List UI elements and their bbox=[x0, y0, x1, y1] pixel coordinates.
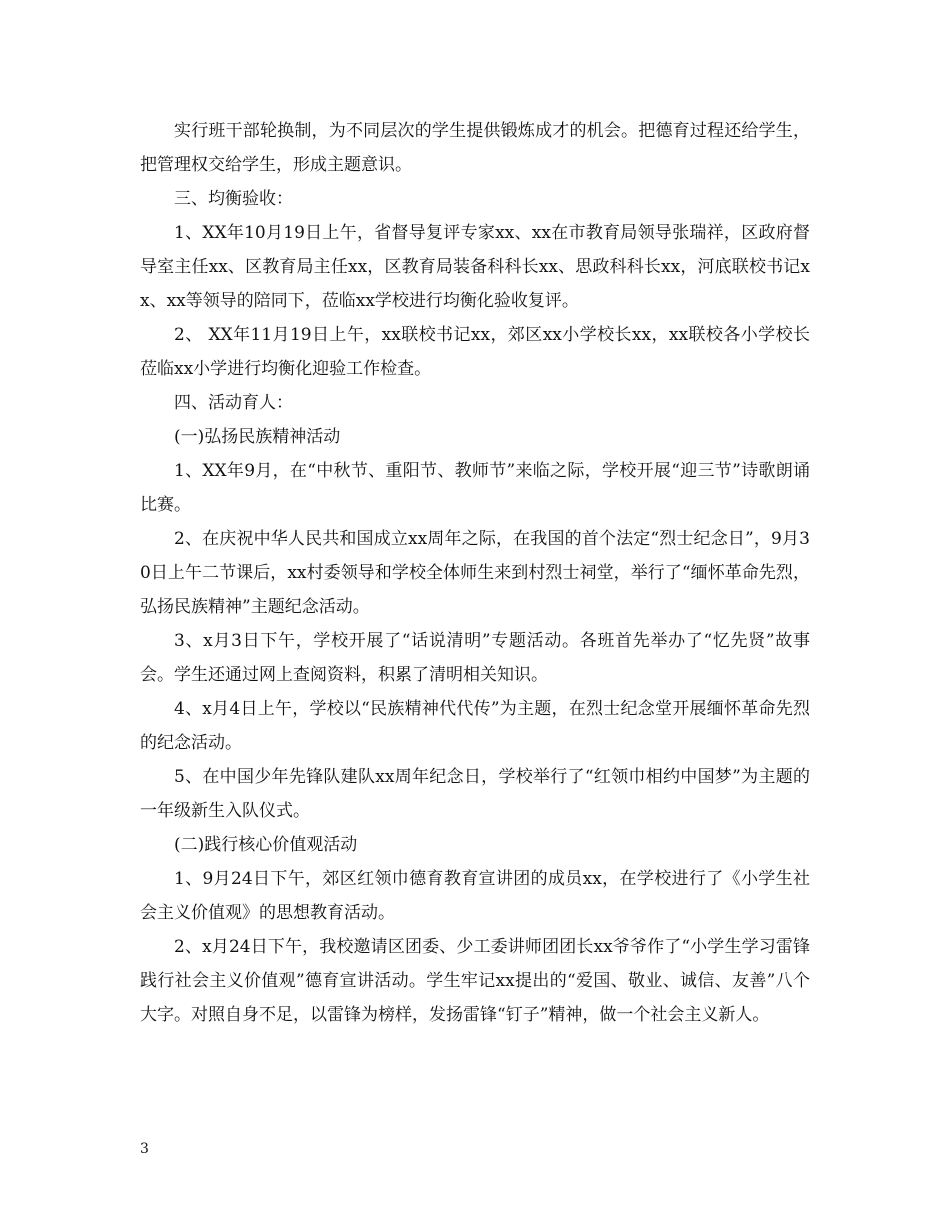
paragraph-values-education: 1、9月24日下午，郊区红领巾德育教育宣讲团的成员xx，在学校进行了《小学生社会主义价值观》的思想教育活动。 bbox=[140, 869, 810, 923]
paragraph-qingming-activity: 3、x月3日下午，学校开展了“话说清明”专题活动。各班首先举办了“忆先贤”故事会。学生还通过网上查阅资料，积累了清明相关知识。 bbox=[140, 631, 810, 685]
subheading-core-values: (二)践行核心价值观活动 bbox=[174, 835, 358, 855]
paragraph-memorial-activity: 4、x月4日上午，学校以“民族精神代代传”为主题，在烈士纪念堂开展缅怀革命先烈的纪念活动。 bbox=[140, 699, 810, 753]
paragraph-class-cadre-rotation: 实行班干部轮换制，为不同层次的学生提供锻炼成才的机会。把德育过程还给学生，把管理权交给学生，形成主题意识。 bbox=[140, 121, 810, 175]
paragraph-acceptance-inspection: 2、 XX年11月19日上午，xx联校书记xx，郊区xx小学校长xx，xx联校各小学校长莅临xx小学进行均衡化迎验工作检查。 bbox=[140, 325, 810, 379]
paragraph-young-pioneers: 5、在中国少年先锋队建队xx周年纪念日，学校举行了“红领巾相约中国梦”为主题的一年级新生入队仪式。 bbox=[140, 767, 810, 821]
paragraph-poetry-contest: 1、XX年9月，在“中秋节、重阳节、教师节”来临之际，学校开展“迎三节”诗歌朗诵比赛。 bbox=[140, 461, 810, 515]
paragraph-lei-feng-lecture: 2、x月24日下午，我校邀请区团委、少工委讲师团团长xx爷爷作了“小学生学习雷锋践行社会主义价值观”德育宣讲活动。学生牢记xx提出的“爱国、敬业、诚信、友善”八个大字。对照自身不足，以雷锋为榜样，发扬雷锋“钉子”精神，做一个社会主义新人。 bbox=[140, 937, 810, 1025]
paragraph-martyrs-day: 2、在庆祝中华人民共和国成立xx周年之际，在我国的首个法定“烈士纪念日”，9月30日上午二节课后，xx村委领导和学校全体师生来到村烈士祠堂，举行了“缅怀革命先烈，弘扬民族精神”主题纪念活动。 bbox=[140, 529, 810, 617]
page-number: 3 bbox=[140, 1141, 149, 1157]
document-body bbox=[140, 114, 810, 1032]
subheading-national-spirit: (一)弘扬民族精神活动 bbox=[174, 427, 341, 447]
heading-balanced-acceptance: 三、均衡验收： bbox=[174, 189, 293, 209]
paragraph-acceptance-review: 1、XX年10月19日上午，省督导复评专家xx、xx在市教育局领导张瑞祥，区政府督导室主任xx、区教育局主任xx，区教育局装备科科长xx、思政科科长xx，河底联校书记xx、xx等领导的陪同下，莅临xx学校进行均衡化验收复评。 bbox=[140, 223, 810, 311]
heading-activity-education: 四、活动育人： bbox=[174, 393, 293, 413]
